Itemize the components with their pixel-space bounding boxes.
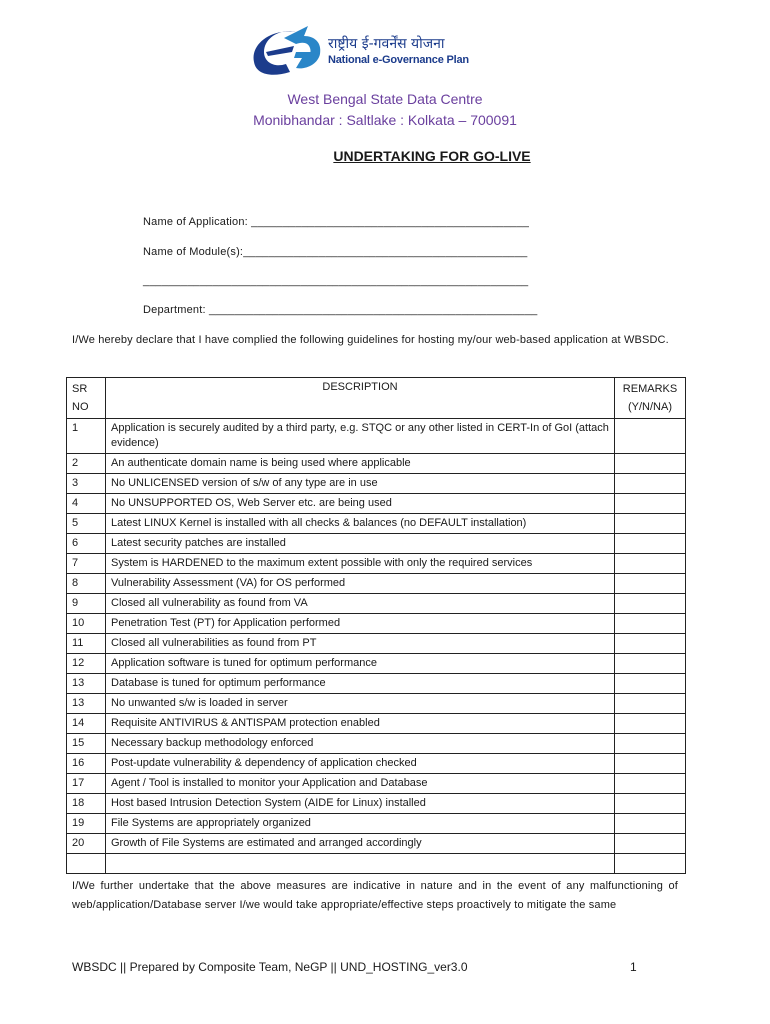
row-description: File Systems are appropriately organized — [106, 814, 615, 834]
table-row — [67, 654, 686, 674]
row-remarks-cell[interactable] — [615, 494, 686, 514]
logo-english-text: National e-Governance Plan — [328, 54, 469, 66]
table-row — [67, 594, 686, 614]
module-name-field[interactable]: Name of Module(s):_____________________________________________ — [143, 246, 528, 258]
row-remarks-cell[interactable] — [615, 774, 686, 794]
row-remarks-cell[interactable] — [615, 794, 686, 814]
row-description: Latest security patches are installed — [106, 534, 615, 554]
description-header: DESCRIPTION — [106, 378, 615, 419]
table-row — [67, 814, 686, 834]
row-sr-no: 1 — [67, 419, 106, 454]
row-description: System is HARDENED to the maximum extent possible with only the required services — [106, 554, 615, 574]
row-sr-no: 10 — [67, 614, 106, 634]
row-sr-no: 18 — [67, 794, 106, 814]
table-row — [67, 614, 686, 634]
row-sr-no: 7 — [67, 554, 106, 574]
egov-logo-icon — [250, 22, 330, 78]
further-undertaking-paragraph: I/We further undertake that the above measures are indicative in nature and in the event of any malfunctioning of web/application/Database server I/we would take appropriate/effective steps proactively to mitigate the same — [72, 880, 678, 911]
row-sr-no: 5 — [67, 514, 106, 534]
row-sr-no: 11 — [67, 634, 106, 654]
org-name: West Bengal State Data Centre — [287, 91, 483, 107]
table-row — [67, 419, 686, 454]
table-row — [67, 834, 686, 854]
row-remarks-cell[interactable] — [615, 634, 686, 654]
row-sr-no: 3 — [67, 474, 106, 494]
department-field[interactable]: Department: ____________________________________________________ — [143, 304, 538, 316]
row-remarks-cell[interactable] — [615, 574, 686, 594]
row-remarks-cell[interactable] — [615, 614, 686, 634]
table-row — [67, 754, 686, 774]
row-sr-no: 14 — [67, 714, 106, 734]
row-description: Host based Intrusion Detection System (AIDE for Linux) installed — [106, 794, 615, 814]
application-name-field[interactable]: Name of Application: ____________________________________________ — [143, 216, 530, 228]
row-sr-no: 12 — [67, 654, 106, 674]
table-row — [67, 474, 686, 494]
module-name-continuation-line[interactable]: _____________________________________________________________ — [143, 275, 529, 287]
row-description: Vulnerability Assessment (VA) for OS performed — [106, 574, 615, 594]
table-row — [67, 634, 686, 654]
guidelines-table — [66, 377, 686, 874]
row-description: No UNSUPPORTED OS, Web Server etc. are being used — [106, 494, 615, 514]
row-description: Growth of File Systems are estimated and arranged accordingly — [106, 834, 615, 854]
row-sr-no: 17 — [67, 774, 106, 794]
table-row — [67, 694, 686, 714]
row-remarks-cell[interactable] — [615, 514, 686, 534]
row-remarks-cell[interactable] — [615, 754, 686, 774]
org-address: Monibhandar : Saltlake : Kolkata – 700091 — [253, 112, 517, 128]
row-remarks-cell[interactable] — [615, 554, 686, 574]
sr-no-header: SR NO — [67, 378, 106, 419]
row-remarks-cell[interactable] — [615, 594, 686, 614]
row-description: Latest LINUX Kernel is installed with all checks & balances (no DEFAULT installation) — [106, 514, 615, 534]
row-remarks-cell[interactable] — [615, 854, 686, 874]
row-description: Penetration Test (PT) for Application performed — [106, 614, 615, 634]
row-sr-no: 20 — [67, 834, 106, 854]
table-row — [67, 554, 686, 574]
table-row — [67, 534, 686, 554]
row-description: Post-update vulnerability & dependency of application checked — [106, 754, 615, 774]
table-row — [67, 494, 686, 514]
row-description: Closed all vulnerabilities as found from PT — [106, 634, 615, 654]
row-description: Agent / Tool is installed to monitor your Application and Database — [106, 774, 615, 794]
row-remarks-cell[interactable] — [615, 694, 686, 714]
table-header-row — [67, 378, 686, 419]
row-remarks-cell[interactable] — [615, 419, 686, 454]
row-sr-no: 16 — [67, 754, 106, 774]
row-sr-no: 13 — [67, 694, 106, 714]
row-remarks-cell[interactable] — [615, 454, 686, 474]
table-row — [67, 454, 686, 474]
table-row — [67, 674, 686, 694]
row-description: Database is tuned for optimum performance — [106, 674, 615, 694]
table-row — [67, 574, 686, 594]
table-row — [67, 774, 686, 794]
row-description: Closed all vulnerability as found from VA — [106, 594, 615, 614]
row-remarks-cell[interactable] — [615, 674, 686, 694]
declaration-paragraph: I/We hereby declare that I have complied the following guidelines for hosting my/our web-based application at WBSDC. — [72, 334, 669, 346]
row-remarks-cell[interactable] — [615, 714, 686, 734]
row-remarks-cell[interactable] — [615, 814, 686, 834]
row-description: Application is securely audited by a third party, e.g. STQC or any other listed in CERT-In of GoI (attach evidence) — [106, 419, 615, 454]
row-remarks-cell[interactable] — [615, 474, 686, 494]
row-sr-no: 8 — [67, 574, 106, 594]
document-title: UNDERTAKING FOR GO-LIVE — [333, 148, 531, 164]
negp-logo — [250, 22, 480, 78]
table-row — [67, 734, 686, 754]
row-sr-no: 15 — [67, 734, 106, 754]
row-description: No UNLICENSED version of s/w of any type are in use — [106, 474, 615, 494]
row-description — [106, 854, 615, 874]
row-sr-no: 9 — [67, 594, 106, 614]
row-sr-no — [67, 854, 106, 874]
row-sr-no: 2 — [67, 454, 106, 474]
row-remarks-cell[interactable] — [615, 654, 686, 674]
remarks-header: REMARKS (Y/N/NA) — [615, 378, 686, 419]
row-description: Requisite ANTIVIRUS & ANTISPAM protection enabled — [106, 714, 615, 734]
row-sr-no: 19 — [67, 814, 106, 834]
footer-text: WBSDC || Prepared by Composite Team, NeGP || UND_HOSTING_ver3.0 — [72, 960, 468, 974]
logo-hindi-text: राष्ट्रीय ई-गवर्नेंस योजना — [328, 36, 445, 52]
row-sr-no: 4 — [67, 494, 106, 514]
row-sr-no: 13 — [67, 674, 106, 694]
row-description: No unwanted s/w is loaded in server — [106, 694, 615, 714]
table-row — [67, 714, 686, 734]
page-number: 1 — [630, 960, 637, 974]
table-row — [67, 794, 686, 814]
row-description: Necessary backup methodology enforced — [106, 734, 615, 754]
table-row — [67, 514, 686, 534]
table-row — [67, 854, 686, 874]
row-remarks-cell[interactable] — [615, 534, 686, 554]
row-description: Application software is tuned for optimum performance — [106, 654, 615, 674]
row-remarks-cell[interactable] — [615, 834, 686, 854]
row-sr-no: 6 — [67, 534, 106, 554]
row-description: An authenticate domain name is being used where applicable — [106, 454, 615, 474]
row-remarks-cell[interactable] — [615, 734, 686, 754]
